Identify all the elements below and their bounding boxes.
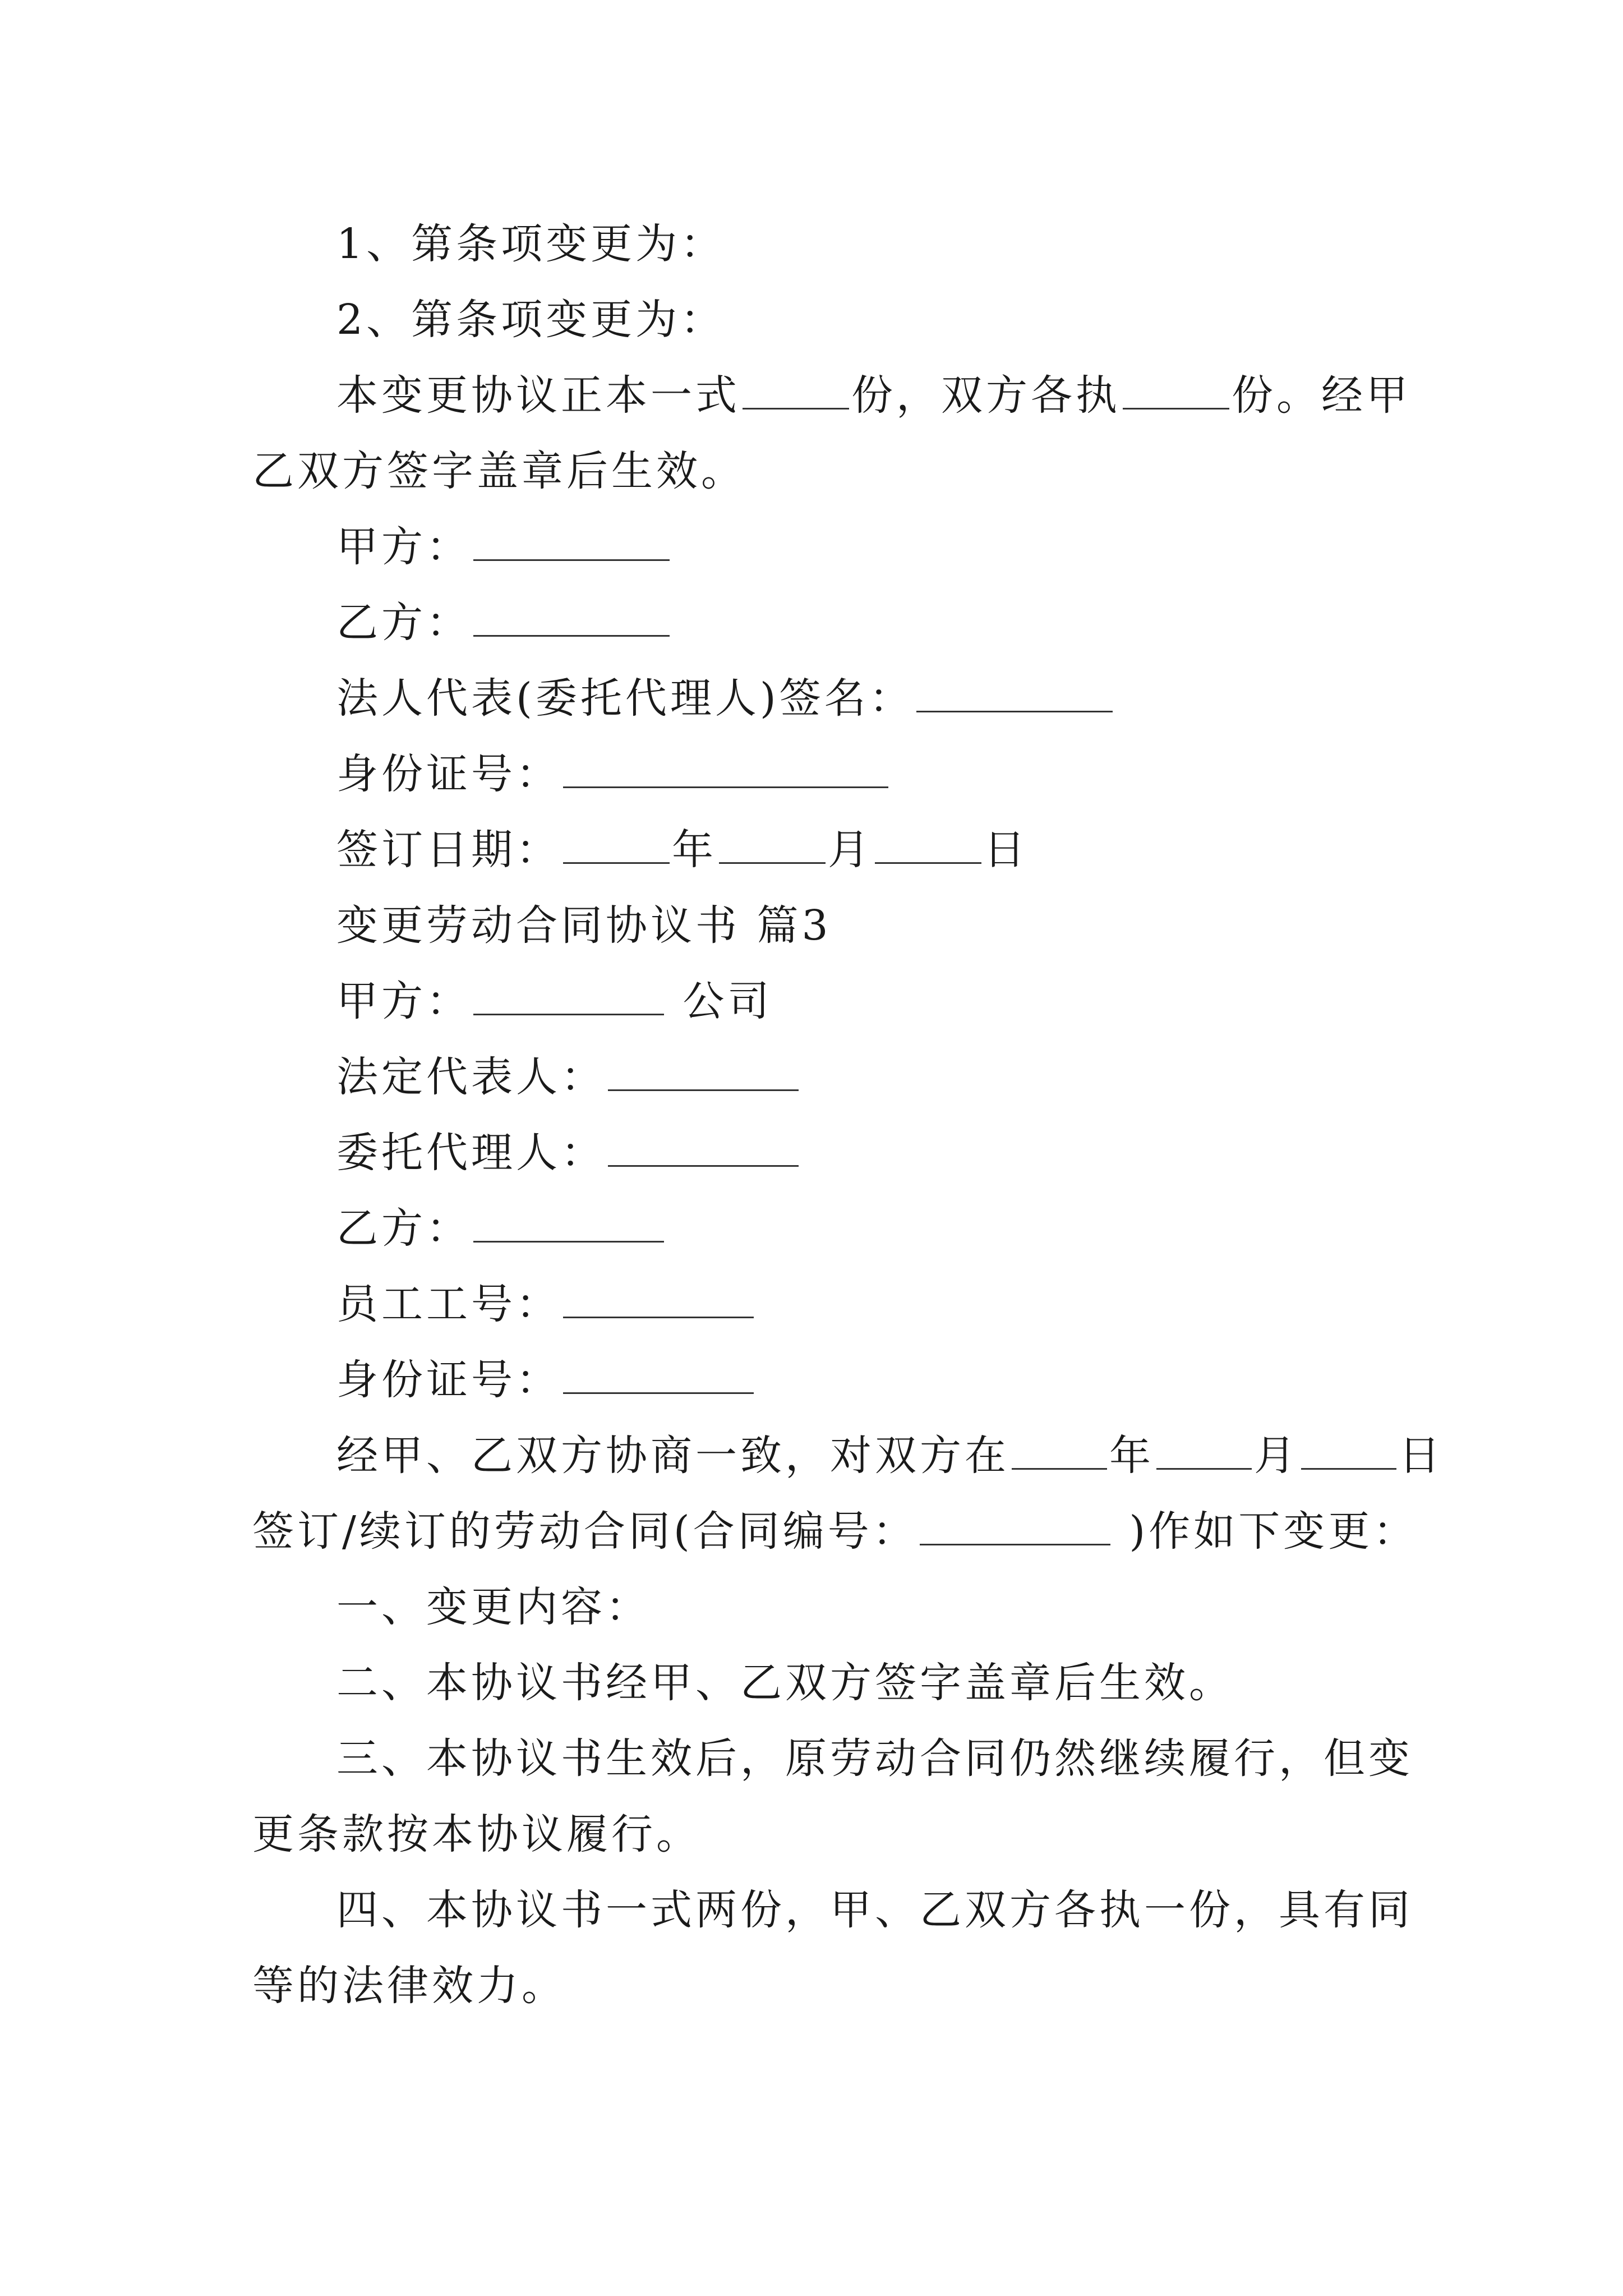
clause-2-text: 2、第条项变更为： [336,296,726,344]
legal-representative-label: 法定代表人： [336,1053,606,1101]
id-number-label-2: 身份证号： [336,1356,561,1404]
employee-number-blank [563,1282,754,1318]
clause-1-text: 1、第条项变更为： [336,220,726,268]
legal-representative-line [336,1049,1481,1105]
agent-blank [608,1130,799,1167]
legal-rep-signature-line [336,670,1481,726]
legal-rep-signature-blank [916,676,1113,712]
copies-statement-cont [252,443,1396,499]
party-b-line-2 [336,1200,1481,1257]
sign-year-blank [563,827,670,864]
sign-date-label: 签订日期： [336,826,561,874]
day-label: 日 [984,826,1029,874]
legal-representative-blank [608,1055,799,1091]
party-a-company-blank [473,979,664,1015]
item-3-text: 三、本协议书生效后，原劳动合同仍然继续履行，但变 [336,1734,1413,1783]
copies-count-blank [743,373,849,409]
item-2-text: 二、本协议书经甲、乙双方签字盖章后生效。 [336,1659,1234,1707]
agent-line [336,1125,1481,1181]
copies-text-a: 本变更协议正本一式 [336,371,740,420]
party-b-label-2: 乙方： [336,1204,471,1253]
company-label: 公司 [683,977,773,1025]
employee-number-line [336,1276,1481,1332]
id-number-line [336,746,1481,802]
item-2 [336,1655,1481,1711]
section-title-text: 变更劳动合同协议书 篇3 [336,901,832,950]
agreement-intro-cont [252,1503,1418,1559]
item-4-text-cont: 等的法律效力。 [252,1962,566,2010]
copies-text-b: 份，双方各执 [851,371,1121,420]
id-number-line-2 [336,1352,1481,1408]
copies-statement [336,367,1481,424]
agent-label: 委托代理人： [336,1129,606,1177]
id-number-label: 身份证号： [336,750,561,798]
item-4 [336,1882,1481,1938]
party-a-company-label: 甲方： [336,977,471,1025]
copies-text-c: 份。经甲 [1232,371,1411,420]
item-3-text-cont: 更条款按本协议履行。 [252,1810,701,1858]
clause-2 [336,292,1481,348]
item-4-cont [252,1958,1396,2014]
party-b-blank [473,600,670,637]
section-title [336,898,1481,954]
party-a-company-line [336,973,1481,1029]
party-a-line [336,519,1481,575]
changes-label: )作如下变更： [1129,1507,1418,1556]
contract-year-blank [1012,1433,1107,1470]
id-number-blank-2 [563,1358,754,1394]
item-3-cont [252,1806,1396,1862]
party-b-line [336,595,1481,651]
party-b-blank-2 [473,1206,664,1243]
party-b-label: 乙方： [336,599,471,647]
item-1 [336,1579,1481,1635]
agreement-intro-text: 经甲、乙双方协商一致，对双方在 [336,1432,1009,1480]
contract-number-blank [920,1509,1110,1545]
employee-number-label: 员工工号： [336,1280,561,1328]
item-1-text: 一、变更内容： [336,1583,651,1631]
party-a-label: 甲方： [336,523,471,571]
item-4-text: 四、本协议书一式两份，甲、乙双方各执一份，具有同 [336,1886,1413,1934]
contract-month-label: 月 [1254,1432,1299,1480]
month-label: 月 [828,826,873,874]
copies-text-d: 乙双方签字盖章后生效。 [252,447,746,495]
party-a-blank [473,524,670,561]
sign-day-blank [875,827,981,864]
each-copies-blank [1123,373,1229,409]
contract-number-label: 签订/续订的劳动合同(合同编号： [252,1507,917,1556]
sign-date-line [336,822,1481,878]
contract-day-label: 日 [1399,1432,1444,1480]
contract-month-blank [1156,1433,1252,1470]
contract-day-blank [1301,1433,1396,1470]
legal-rep-signature-label: 法人代表(委托代理人)签名： [336,674,914,723]
agreement-intro [336,1428,1481,1484]
sign-month-blank [719,827,826,864]
clause-1 [336,216,1481,272]
year-label: 年 [672,826,717,874]
contract-year-label: 年 [1109,1432,1154,1480]
id-number-blank [563,752,888,788]
item-3 [336,1731,1481,1787]
